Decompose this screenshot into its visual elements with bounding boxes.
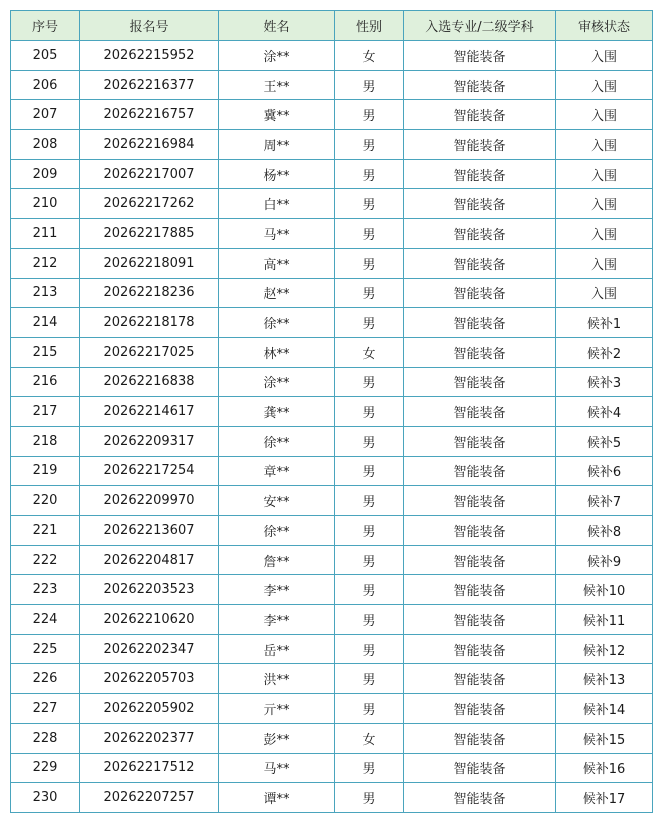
cell-major: 智能装备 xyxy=(404,189,556,219)
cell-gender: 男 xyxy=(335,278,404,308)
cell-review-status: 候补5 xyxy=(556,426,653,456)
cell-gender: 男 xyxy=(335,367,404,397)
table-row xyxy=(11,723,653,753)
results-table xyxy=(10,10,653,813)
cell-serial-number: 216 xyxy=(11,367,80,397)
cell-serial-number: 212 xyxy=(11,248,80,278)
cell-review-status: 候补8 xyxy=(556,516,653,546)
cell-registration-number: 20262217007 xyxy=(80,159,219,189)
cell-serial-number: 219 xyxy=(11,456,80,486)
cell-review-status: 入围 xyxy=(556,41,653,71)
table-header xyxy=(11,11,653,41)
cell-major: 智能装备 xyxy=(404,308,556,338)
cell-major: 智能装备 xyxy=(404,605,556,635)
cell-registration-number: 20262218236 xyxy=(80,278,219,308)
cell-major: 智能装备 xyxy=(404,545,556,575)
cell-serial-number: 223 xyxy=(11,575,80,605)
cell-review-status: 候补13 xyxy=(556,664,653,694)
cell-review-status: 候补10 xyxy=(556,575,653,605)
cell-name: 涂** xyxy=(219,367,335,397)
cell-gender: 男 xyxy=(335,189,404,219)
cell-name: 林** xyxy=(219,337,335,367)
table-row xyxy=(11,575,653,605)
cell-major: 智能装备 xyxy=(404,426,556,456)
table-row xyxy=(11,486,653,516)
cell-gender: 男 xyxy=(335,694,404,724)
table-row xyxy=(11,783,653,813)
cell-major: 智能装备 xyxy=(404,337,556,367)
cell-registration-number: 20262213607 xyxy=(80,516,219,546)
cell-name: 洪** xyxy=(219,664,335,694)
cell-gender: 男 xyxy=(335,634,404,664)
cell-serial-number: 217 xyxy=(11,397,80,427)
cell-registration-number: 20262215952 xyxy=(80,41,219,71)
cell-gender: 男 xyxy=(335,575,404,605)
header-registration-number: 报名号 xyxy=(80,11,219,41)
table-row xyxy=(11,397,653,427)
table-row xyxy=(11,70,653,100)
cell-name: 谭** xyxy=(219,783,335,813)
cell-name: 周** xyxy=(219,130,335,160)
header-name: 姓名 xyxy=(219,11,335,41)
table-row xyxy=(11,605,653,635)
cell-registration-number: 20262217262 xyxy=(80,189,219,219)
cell-review-status: 入围 xyxy=(556,278,653,308)
cell-gender: 男 xyxy=(335,426,404,456)
cell-major: 智能装备 xyxy=(404,130,556,160)
table-row xyxy=(11,694,653,724)
table-row xyxy=(11,248,653,278)
cell-review-status: 入围 xyxy=(556,159,653,189)
cell-registration-number: 20262205902 xyxy=(80,694,219,724)
table-row xyxy=(11,337,653,367)
cell-serial-number: 209 xyxy=(11,159,80,189)
cell-serial-number: 205 xyxy=(11,41,80,71)
cell-registration-number: 20262217512 xyxy=(80,753,219,783)
cell-major: 智能装备 xyxy=(404,486,556,516)
cell-serial-number: 214 xyxy=(11,308,80,338)
cell-name: 徐** xyxy=(219,516,335,546)
cell-registration-number: 20262210620 xyxy=(80,605,219,635)
cell-registration-number: 20262209317 xyxy=(80,426,219,456)
table-row xyxy=(11,367,653,397)
table-row xyxy=(11,41,653,71)
cell-review-status: 候补12 xyxy=(556,634,653,664)
header-row xyxy=(11,11,653,41)
cell-registration-number: 20262202377 xyxy=(80,723,219,753)
cell-major: 智能装备 xyxy=(404,634,556,664)
cell-serial-number: 224 xyxy=(11,605,80,635)
cell-name: 马** xyxy=(219,219,335,249)
table-row xyxy=(11,278,653,308)
table-row xyxy=(11,130,653,160)
cell-name: 岳** xyxy=(219,634,335,664)
cell-review-status: 候补4 xyxy=(556,397,653,427)
cell-gender: 男 xyxy=(335,308,404,338)
cell-gender: 女 xyxy=(335,337,404,367)
cell-review-status: 入围 xyxy=(556,248,653,278)
cell-major: 智能装备 xyxy=(404,70,556,100)
cell-serial-number: 208 xyxy=(11,130,80,160)
cell-name: 安** xyxy=(219,486,335,516)
cell-name: 杨** xyxy=(219,159,335,189)
cell-serial-number: 215 xyxy=(11,337,80,367)
cell-registration-number: 20262217254 xyxy=(80,456,219,486)
cell-gender: 男 xyxy=(335,248,404,278)
cell-registration-number: 20262218178 xyxy=(80,308,219,338)
cell-major: 智能装备 xyxy=(404,516,556,546)
cell-review-status: 候补15 xyxy=(556,723,653,753)
cell-major: 智能装备 xyxy=(404,723,556,753)
table-row xyxy=(11,516,653,546)
cell-review-status: 入围 xyxy=(556,189,653,219)
cell-registration-number: 20262205703 xyxy=(80,664,219,694)
cell-serial-number: 228 xyxy=(11,723,80,753)
cell-review-status: 候补17 xyxy=(556,783,653,813)
cell-gender: 男 xyxy=(335,159,404,189)
cell-major: 智能装备 xyxy=(404,248,556,278)
cell-registration-number: 20262202347 xyxy=(80,634,219,664)
cell-name: 白** xyxy=(219,189,335,219)
cell-registration-number: 20262216838 xyxy=(80,367,219,397)
cell-gender: 男 xyxy=(335,664,404,694)
cell-serial-number: 227 xyxy=(11,694,80,724)
cell-gender: 男 xyxy=(335,456,404,486)
cell-gender: 男 xyxy=(335,545,404,575)
cell-gender: 男 xyxy=(335,753,404,783)
cell-serial-number: 207 xyxy=(11,100,80,130)
cell-gender: 女 xyxy=(335,41,404,71)
cell-name: 李** xyxy=(219,575,335,605)
cell-name: 涂** xyxy=(219,41,335,71)
table-row xyxy=(11,219,653,249)
cell-major: 智能装备 xyxy=(404,367,556,397)
cell-name: 亓** xyxy=(219,694,335,724)
cell-review-status: 入围 xyxy=(556,100,653,130)
cell-review-status: 候补9 xyxy=(556,545,653,575)
cell-name: 高** xyxy=(219,248,335,278)
cell-major: 智能装备 xyxy=(404,278,556,308)
cell-registration-number: 20262217025 xyxy=(80,337,219,367)
cell-serial-number: 213 xyxy=(11,278,80,308)
cell-gender: 男 xyxy=(335,219,404,249)
cell-review-status: 候补7 xyxy=(556,486,653,516)
cell-major: 智能装备 xyxy=(404,694,556,724)
cell-registration-number: 20262209970 xyxy=(80,486,219,516)
cell-serial-number: 230 xyxy=(11,783,80,813)
table-row xyxy=(11,634,653,664)
cell-name: 彭** xyxy=(219,723,335,753)
cell-major: 智能装备 xyxy=(404,575,556,605)
cell-serial-number: 221 xyxy=(11,516,80,546)
table-row xyxy=(11,100,653,130)
header-serial-number: 序号 xyxy=(11,11,80,41)
cell-major: 智能装备 xyxy=(404,664,556,694)
cell-gender: 男 xyxy=(335,397,404,427)
cell-registration-number: 20262218091 xyxy=(80,248,219,278)
table-row xyxy=(11,159,653,189)
table-row xyxy=(11,426,653,456)
cell-registration-number: 20262204817 xyxy=(80,545,219,575)
table-row xyxy=(11,456,653,486)
cell-registration-number: 20262216377 xyxy=(80,70,219,100)
cell-gender: 男 xyxy=(335,100,404,130)
cell-major: 智能装备 xyxy=(404,456,556,486)
cell-gender: 男 xyxy=(335,486,404,516)
cell-registration-number: 20262203523 xyxy=(80,575,219,605)
cell-review-status: 候补2 xyxy=(556,337,653,367)
table-row xyxy=(11,545,653,575)
cell-review-status: 入围 xyxy=(556,219,653,249)
cell-review-status: 候补6 xyxy=(556,456,653,486)
cell-gender: 男 xyxy=(335,605,404,635)
header-major: 入选专业/二级学科 xyxy=(404,11,556,41)
cell-review-status: 候补16 xyxy=(556,753,653,783)
table-row xyxy=(11,753,653,783)
cell-serial-number: 229 xyxy=(11,753,80,783)
cell-major: 智能装备 xyxy=(404,41,556,71)
cell-name: 马** xyxy=(219,753,335,783)
cell-name: 龚** xyxy=(219,397,335,427)
cell-serial-number: 206 xyxy=(11,70,80,100)
cell-gender: 男 xyxy=(335,70,404,100)
cell-serial-number: 225 xyxy=(11,634,80,664)
cell-name: 冀** xyxy=(219,100,335,130)
cell-major: 智能装备 xyxy=(404,159,556,189)
cell-registration-number: 20262217885 xyxy=(80,219,219,249)
cell-serial-number: 222 xyxy=(11,545,80,575)
cell-name: 徐** xyxy=(219,308,335,338)
cell-name: 赵** xyxy=(219,278,335,308)
cell-serial-number: 220 xyxy=(11,486,80,516)
cell-gender: 男 xyxy=(335,130,404,160)
cell-review-status: 候补3 xyxy=(556,367,653,397)
cell-major: 智能装备 xyxy=(404,397,556,427)
cell-registration-number: 20262207257 xyxy=(80,783,219,813)
cell-gender: 女 xyxy=(335,723,404,753)
table-row xyxy=(11,308,653,338)
cell-gender: 男 xyxy=(335,783,404,813)
cell-major: 智能装备 xyxy=(404,219,556,249)
header-review-status: 审核状态 xyxy=(556,11,653,41)
cell-gender: 男 xyxy=(335,516,404,546)
table-row xyxy=(11,664,653,694)
cell-serial-number: 210 xyxy=(11,189,80,219)
cell-name: 王** xyxy=(219,70,335,100)
cell-review-status: 入围 xyxy=(556,70,653,100)
cell-review-status: 入围 xyxy=(556,130,653,160)
header-gender: 性别 xyxy=(335,11,404,41)
cell-registration-number: 20262216757 xyxy=(80,100,219,130)
cell-registration-number: 20262216984 xyxy=(80,130,219,160)
cell-review-status: 候补1 xyxy=(556,308,653,338)
cell-serial-number: 218 xyxy=(11,426,80,456)
cell-major: 智能装备 xyxy=(404,100,556,130)
cell-review-status: 候补14 xyxy=(556,694,653,724)
table-body xyxy=(11,41,653,813)
cell-major: 智能装备 xyxy=(404,753,556,783)
cell-review-status: 候补11 xyxy=(556,605,653,635)
cell-major: 智能装备 xyxy=(404,783,556,813)
table-row xyxy=(11,189,653,219)
cell-name: 徐** xyxy=(219,426,335,456)
cell-serial-number: 226 xyxy=(11,664,80,694)
cell-name: 章** xyxy=(219,456,335,486)
cell-registration-number: 20262214617 xyxy=(80,397,219,427)
results-table-container xyxy=(10,10,652,813)
cell-serial-number: 211 xyxy=(11,219,80,249)
cell-name: 詹** xyxy=(219,545,335,575)
cell-name: 李** xyxy=(219,605,335,635)
